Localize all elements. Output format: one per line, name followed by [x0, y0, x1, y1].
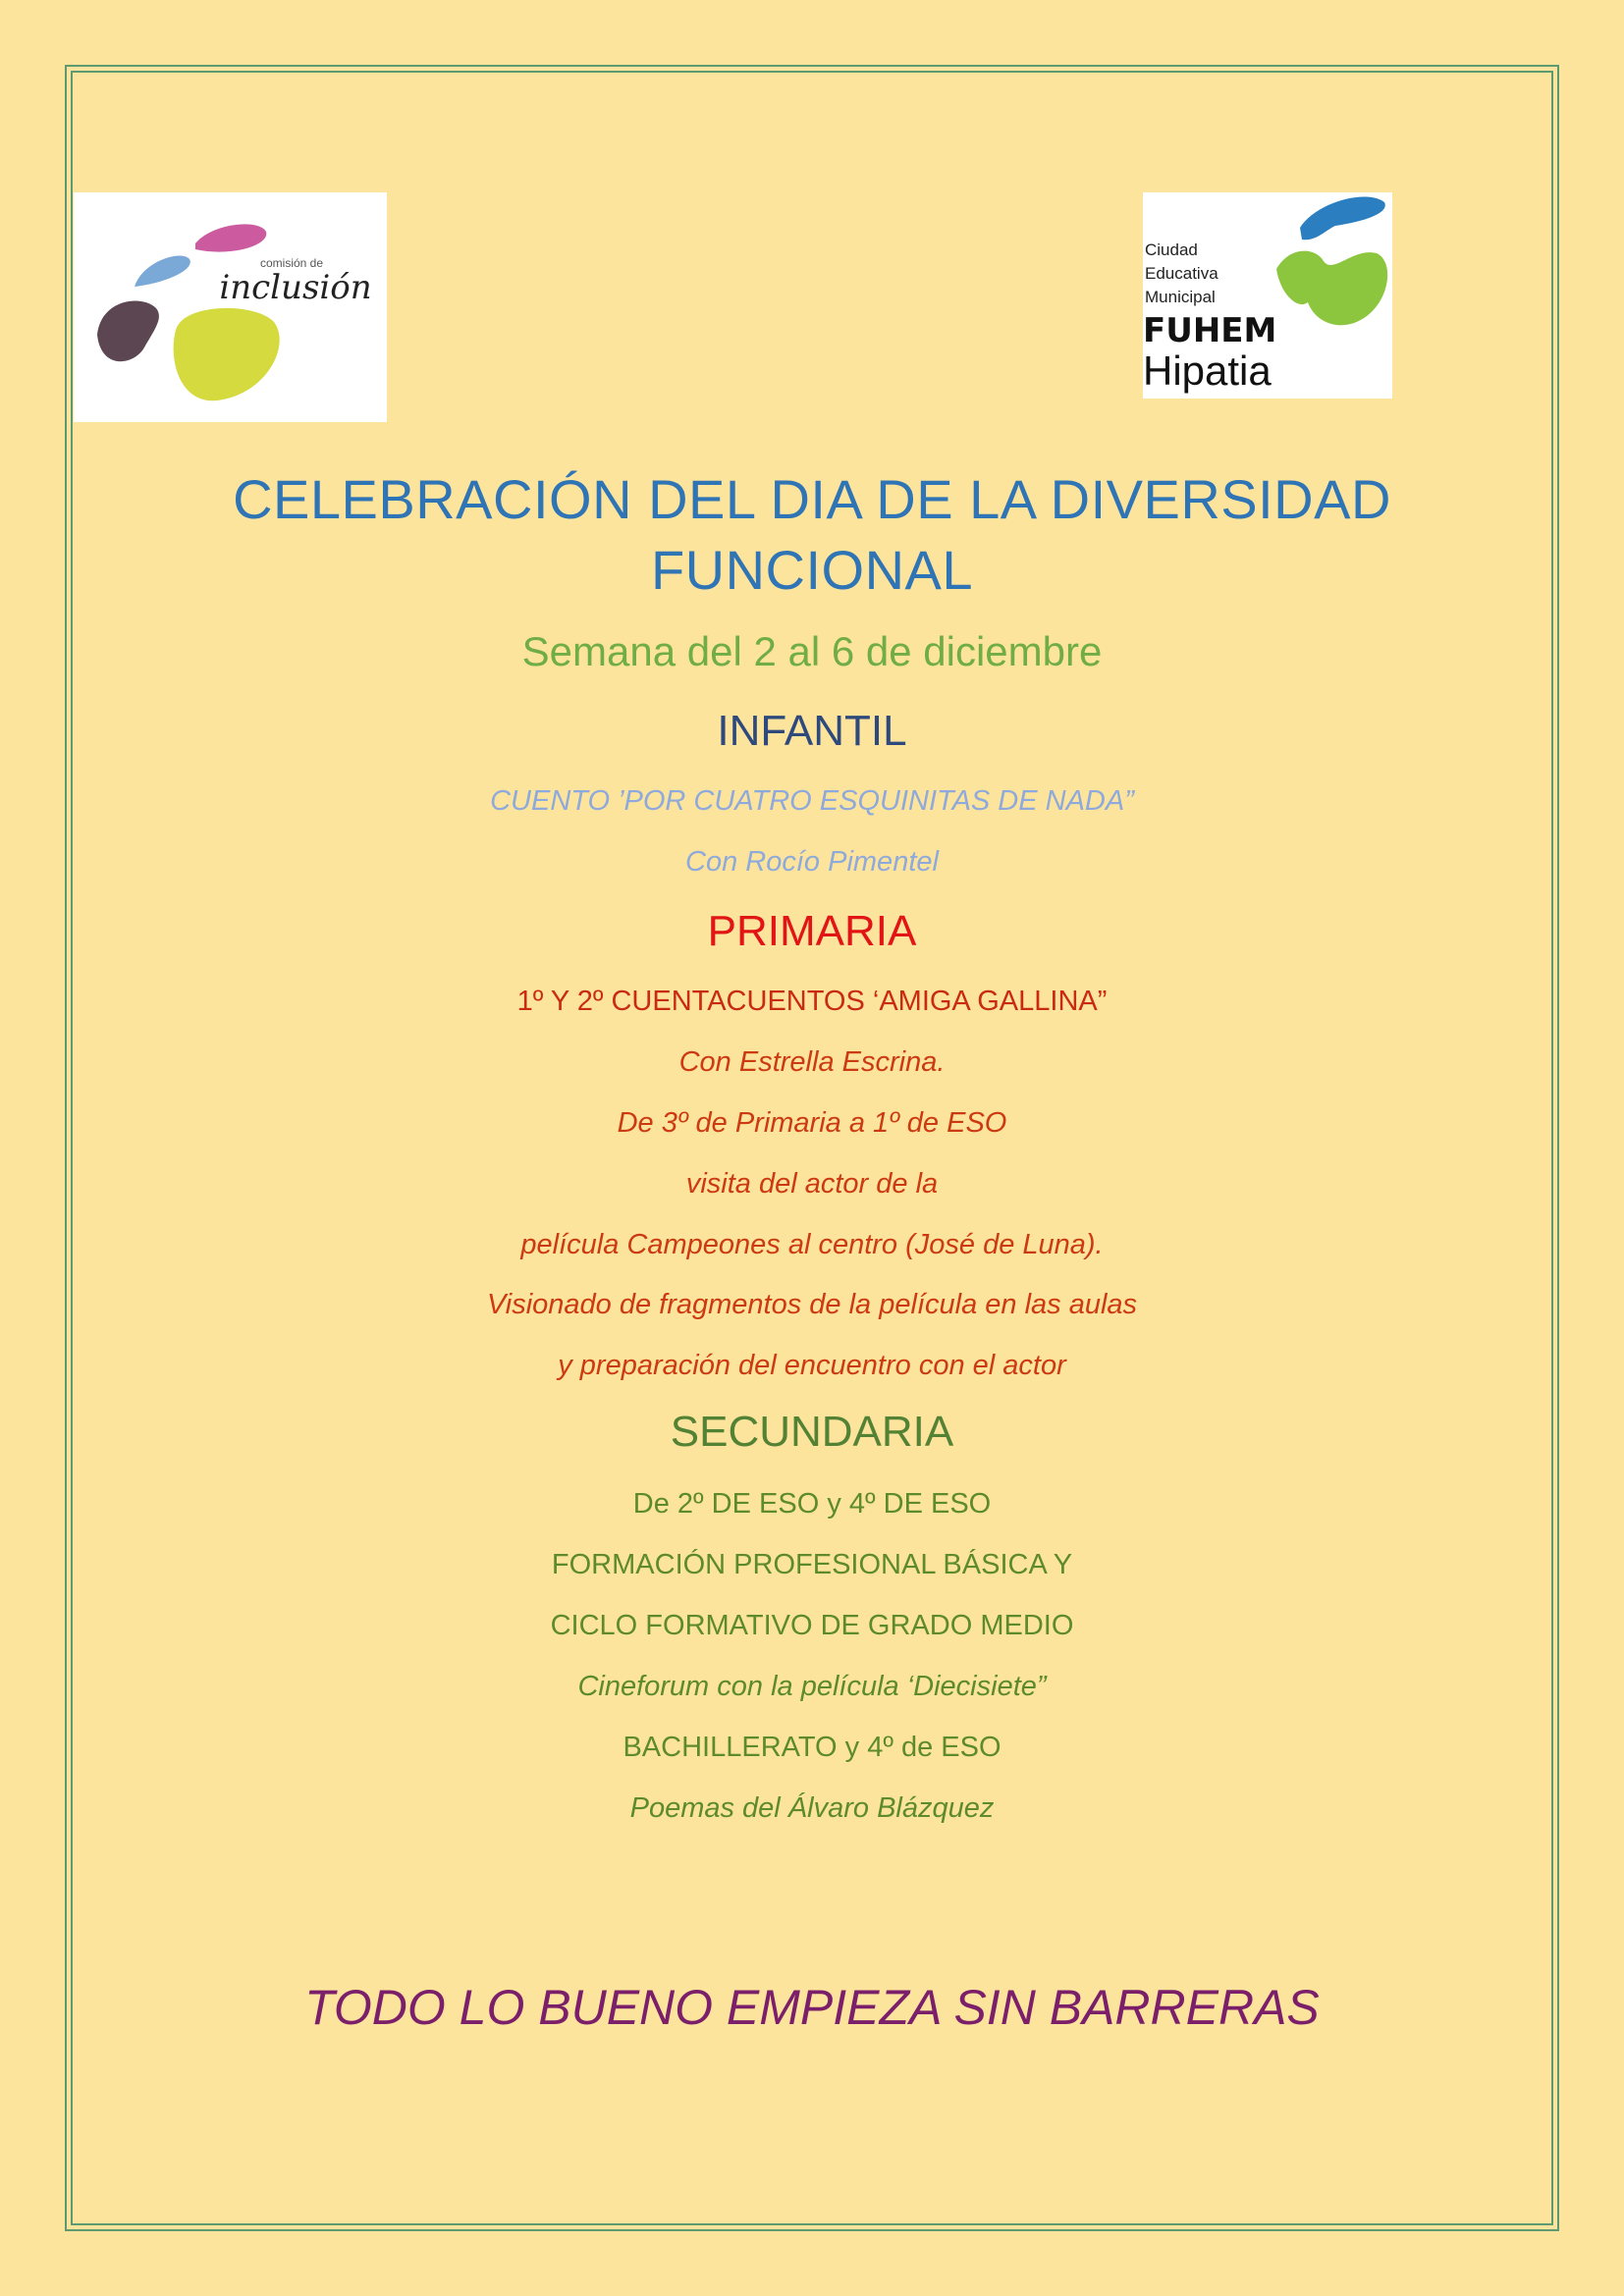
primaria-line: película Campeones al centro (José de Luna). — [520, 1229, 1104, 1260]
logo-school: Hipatia — [1143, 347, 1272, 394]
fuhem-logo-graphic — [1143, 192, 1392, 399]
title-line-2: FUNCIONAL — [650, 539, 974, 601]
primaria-line: 1º Y 2º CUENTACUENTOS ‘AMIGA GALLINA” — [516, 986, 1108, 1017]
logo-name-text: inclusión — [219, 268, 372, 307]
primaria-line: Visionado de fragmentos de la película en las aulas — [486, 1289, 1138, 1320]
inclusion-logo-graphic — [74, 192, 387, 422]
secundaria-line: BACHILLERATO y 4º de ESO — [623, 1732, 1001, 1763]
fuhem-hipatia-logo — [1143, 192, 1392, 399]
primaria-line: Con Estrella Escrina. — [678, 1046, 946, 1078]
green-shape — [1276, 251, 1387, 326]
primaria-line: De 3º de Primaria a 1º de ESO — [617, 1107, 1007, 1139]
week-subtitle: Semana del 2 al 6 de diciembre — [521, 628, 1103, 674]
blue-shape — [135, 255, 190, 287]
title-line-1: CELEBRACIÓN DEL DIA DE LA DIVERSIDAD — [233, 468, 1391, 530]
blue-swoosh — [1300, 196, 1385, 240]
purple-shape — [97, 301, 159, 362]
secundaria-line: De 2º DE ESO y 4º DE ESO — [632, 1488, 992, 1520]
primaria-line: visita del actor de la — [685, 1168, 939, 1200]
slogan: TODO LO BUENO EMPIEZA SIN BARRERAS — [304, 1980, 1320, 2035]
infantil-line: Con Rocío Pimentel — [685, 846, 939, 878]
yellow-shape — [174, 308, 280, 400]
logo-line1: Ciudad — [1145, 240, 1198, 259]
infantil-heading: INFANTIL — [717, 707, 907, 755]
pink-shape — [195, 224, 266, 251]
primaria-heading: PRIMARIA — [707, 907, 917, 955]
secundaria-line: Cineforum con la película ‘Diecisiete” — [577, 1671, 1047, 1702]
secundaria-heading: SECUNDARIA — [670, 1408, 954, 1456]
inclusion-logo — [74, 192, 387, 422]
secundaria-line: CICLO FORMATIVO DE GRADO MEDIO — [550, 1610, 1074, 1641]
logo-line2: Educativa — [1145, 264, 1218, 283]
secundaria-line: Poemas del Álvaro Blázquez — [629, 1792, 995, 1824]
secundaria-line: FORMACIÓN PROFESIONAL BÁSICA Y — [551, 1549, 1073, 1580]
logo-brand: FUHEM — [1143, 311, 1277, 350]
logo-small-text: comisión de — [259, 256, 324, 270]
primaria-line: y preparación del encuentro con el actor — [558, 1350, 1066, 1381]
infantil-line: CUENTO ’POR CUATRO ESQUINITAS DE NADA” — [490, 785, 1134, 817]
logo-line3: Municipal — [1145, 288, 1216, 306]
